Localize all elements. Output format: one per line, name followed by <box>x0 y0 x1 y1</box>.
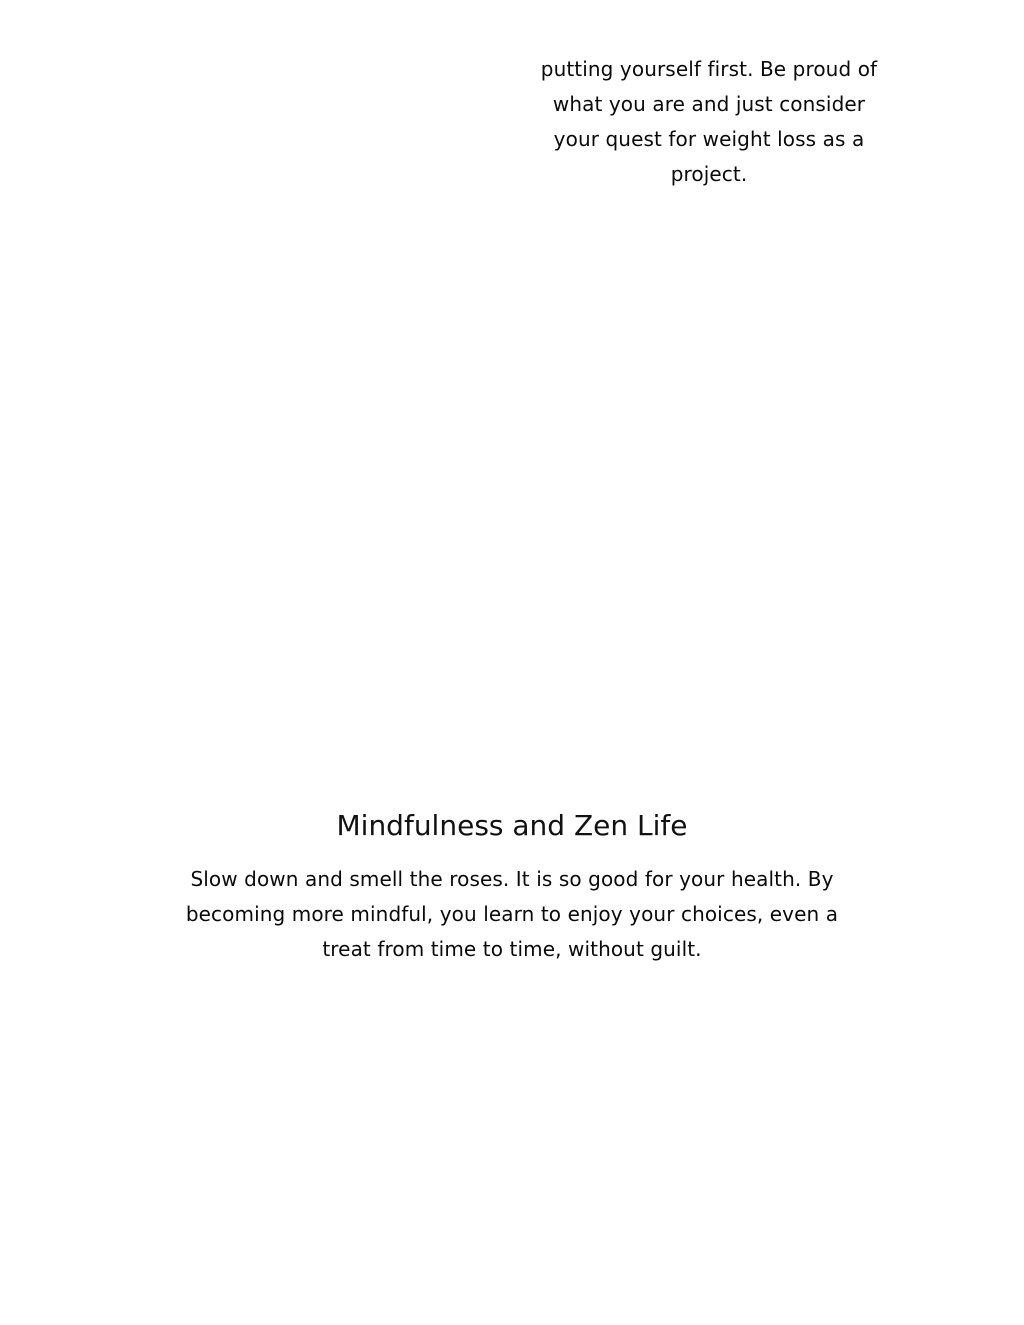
mindfulness-section <box>170 806 854 967</box>
paragraph-line: project. <box>670 162 748 186</box>
paragraph-line: what you are and just consider <box>552 92 866 116</box>
section-heading: Mindfulness and Zen Life <box>336 809 688 842</box>
section-paragraph: Slow down and smell the roses. It is so good for your health. By becoming more mindful, you learn to enjoy your choices, even a treat from time to time, without guilt. <box>185 867 839 961</box>
paragraph-line: putting yourself first. Be proud of <box>540 57 878 81</box>
paragraph-line: your quest for weight loss as a <box>553 127 865 151</box>
weight-loss-text-block <box>540 18 878 192</box>
weight-loss-paragraph <box>540 52 878 192</box>
